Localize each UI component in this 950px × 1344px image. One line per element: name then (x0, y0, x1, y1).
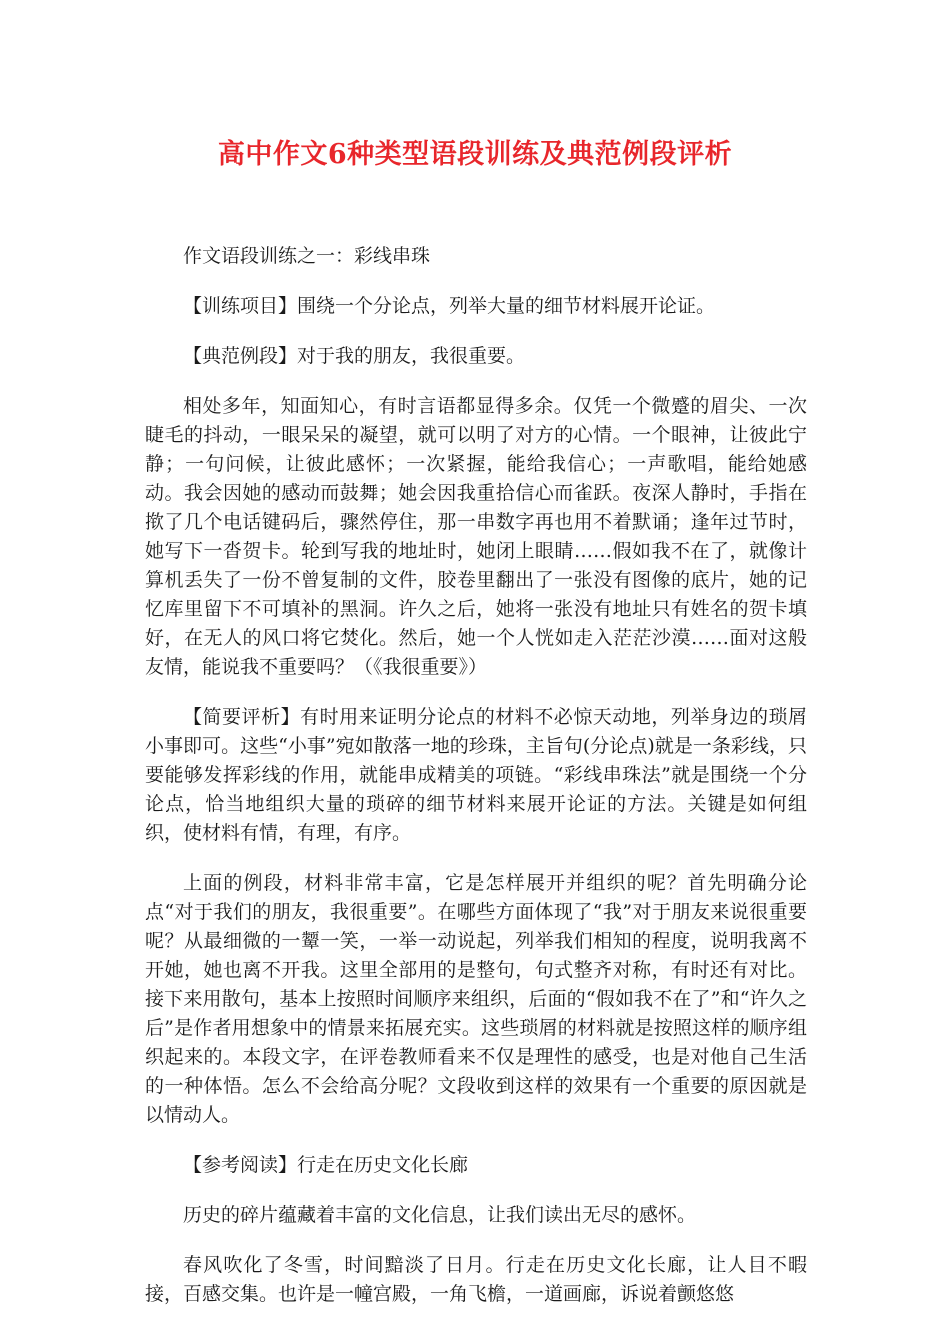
section-heading: 作文语段训练之一：彩线串珠 (183, 245, 431, 267)
reference-reading-label: 【参考阅读】行走在历史文化长廊 (183, 1154, 469, 1176)
brief-analysis: 【简要评析】有时用来证明分论点的材料不必惊天动地，列举身边的琐屑小事即可。这些“小事”宛如散落一地的珍珠，主旨句(分论点)就是一条彩线，只要能够发挥彩线的作用，就能串成精美的项链。“彩线串珠法”就是围绕一个分论点，恰当地组织大量的琐碎的细节材料来展开论证的方法。关键是如何组织，使材料有情，有理，有序。 (145, 706, 807, 844)
reference-intro: 历史的碎片蕴藏着丰富的文化信息，让我们读出无尽的感怀。 (183, 1204, 697, 1226)
reference-text: 春风吹化了冬雪，时间黯淡了日月。行走在历史文化长廊，让人目不暇接，百感交集。也许是一幢宫殿，一角飞檐，一道画廊，诉说着颤悠悠 (145, 1254, 807, 1305)
training-item: 【训练项目】围绕一个分论点，列举大量的细节材料展开论证。 (183, 295, 716, 317)
model-paragraph-text: 相处多年，知面知心，有时言语都显得多余。仅凭一个微蹙的眉尖、一次睫毛的抖动，一眼呆呆的凝望，就可以明了对方的心情。一个眼神，让彼此宁静；一句问候，让彼此感怀；一次紧握，能给我信心；一声歌唱，能给她感动。我会因她的感动而鼓舞；她会因我重拾信心而雀跃。夜深人静时，手指在揿了几个电话键码后，骤然停住，那一串数字再也用不着默诵；逢年过节时，她写下一沓贺卡。轮到写我的地址时，她闭上眼睛……假如我不在了，就像计算机丢失了一份不曾复制的文件，胶卷里翻出了一张没有图像的底片，她的记忆库里留下不可填补的黑洞。许久之后，她将一张没有地址只有姓名的贺卡填好，在无人的风口将它焚化。然后，她一个人恍如走入茫茫沙漠……面对这般友情，能说我不重要吗？（《我很重要》） (145, 395, 807, 678)
document-body (145, 242, 807, 1309)
analysis-continued: 上面的例段，材料非常丰富，它是怎样展开并组织的呢？首先明确分论点“对于我们的朋友，我很重要”。在哪些方面体现了“我”对于朋友来说很重要呢？从最细微的一颦一笑，一举一动说起，列举我们相知的程度，说明我离不开她，她也离不开我。这里全部用的是整句，句式整齐对称，有时还有对比。接下来用散句，基本上按照时间顺序来组织，后面的“假如我不在了”和“许久之后”是作者用想象中的情景来拓展充实。这些琐屑的材料就是按照这样的顺序组织起来的。本段文字，在评卷教师看来不仅是理性的感受，也是对他自己生活的一种体悟。怎么不会给高分呢？文段收到这样的效果有一个重要的原因就是以情动人。 (145, 872, 807, 1126)
model-paragraph-label: 【典范例段】对于我的朋友，我很重要。 (183, 345, 526, 367)
document-title: 高中作文6种类型语段训练及典范例段评析 (217, 139, 733, 170)
